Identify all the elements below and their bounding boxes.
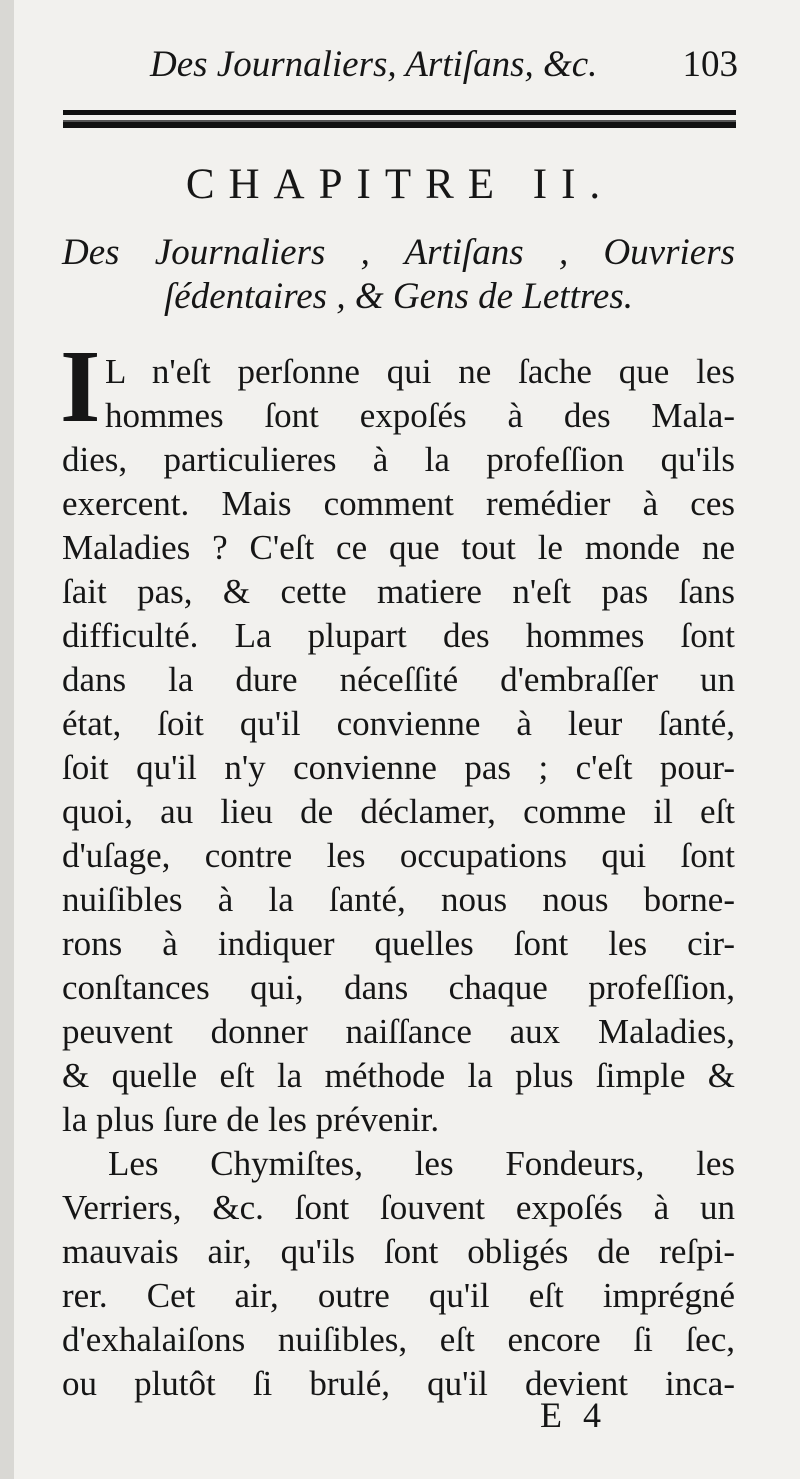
page-number: 103 [682,44,738,85]
body-line: état, ſoit qu'il convienne à leur ſanté, [62,704,735,743]
page-edge [0,0,14,1479]
body-line: L n'eſt perſonne qui ne ſache que les [105,352,735,391]
body-line: Les Chymiſtes, les Fondeurs, les [108,1144,735,1183]
chapter-subtitle-line-1: Des Journaliers , Artiſans , Ouvriers [62,232,735,273]
body-line: dans la dure néceſſité d'embraſſer un [62,660,735,699]
body-line: difficulté. La plupart des hommes ſont [62,616,735,655]
running-head [150,40,740,90]
body-line: Verriers, &c. ſont ſouvent expoſés à un [62,1188,735,1227]
header-rule-inner-line [63,120,736,122]
body-line: rer. Cet air, outre qu'il eſt imprégné [62,1276,735,1315]
body-line: hommes ſont expoſés à des Mala- [105,396,735,435]
chapter-subtitle-line-2: ſédentaires , & Gens de Lettres. [164,276,633,317]
header-double-rule [63,110,736,128]
body-line: dies, particulieres à la profeſſion qu'ils [62,440,735,479]
body-line: conſtances qui, dans chaque profeſſion, [62,968,735,1007]
chapter-title: CHAPITRE II. [185,161,615,208]
body-line: & quelle eſt la méthode la plus ſimple & [62,1056,735,1095]
body-line: ſait pas, & cette matiere n'eſt pas ſans [62,572,735,611]
body-line: ou plutôt ſi brulé, qu'il devient inca- [62,1364,735,1403]
body-line: peuvent donner naiſſance aux Maladies, [62,1012,735,1051]
running-title: Des Journaliers, Artiſans, &c. [150,44,598,85]
body-line: rons à indiquer quelles ſont les cir- [62,924,735,963]
body-line: Maladies ? C'eſt ce que tout le monde ne [62,528,735,567]
body-line: ſoit qu'il n'y convienne pas ; c'eſt pour- [62,748,735,787]
body-line: nuiſibles à la ſanté, nous nous borne- [62,880,735,919]
body-line: d'exhalaiſons nuiſibles, eſt encore ſi ſec, [62,1320,735,1359]
body-line: exercent. Mais comment remédier à ces [62,484,735,523]
body-line: la plus ſure de les prévenir. [62,1100,440,1139]
signature-mark: E 4 [540,1395,607,1435]
drop-cap: I [60,329,101,444]
body-line: d'uſage, contre les occupations qui ſont [62,836,735,875]
body-line: quoi, au lieu de déclamer, comme il eſt [62,792,735,831]
body-line: mauvais air, qu'ils ſont obligés de reſpi- [62,1232,735,1271]
